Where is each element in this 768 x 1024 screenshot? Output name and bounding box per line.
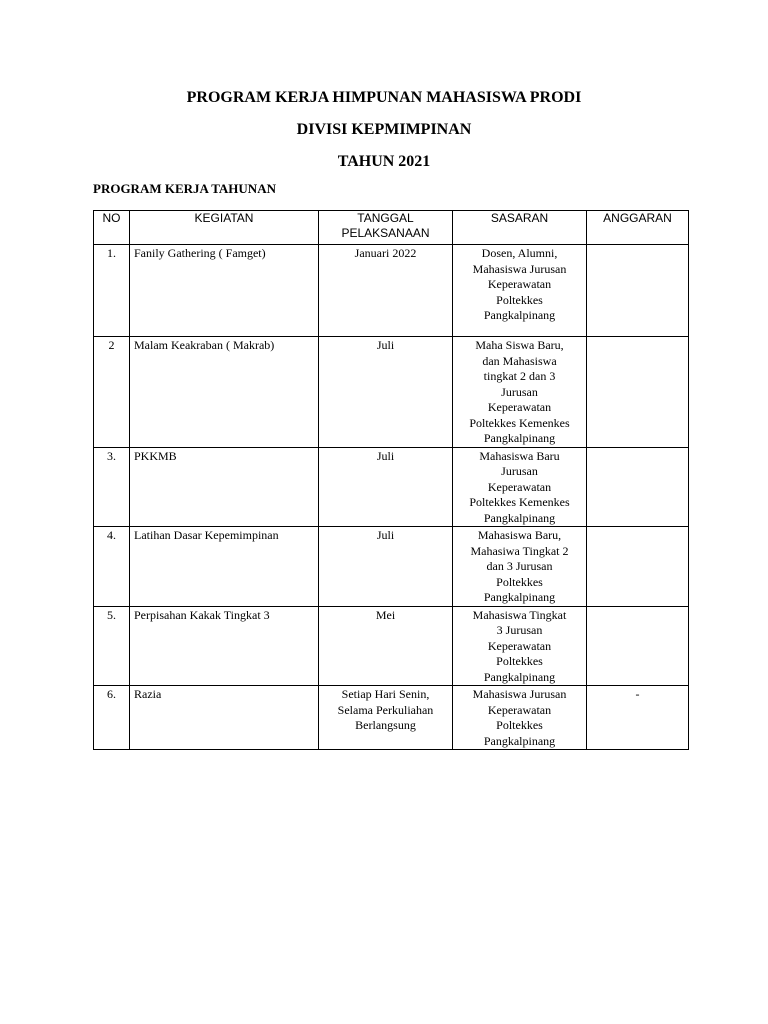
section-heading: PROGRAM KERJA TAHUNAN (93, 181, 276, 196)
cell-sasaran-line: Pangkalpinang (483, 590, 556, 604)
cell-anggaran (587, 447, 689, 527)
cell-kegiatan: Fanily Gathering ( Famget) (130, 245, 319, 337)
cell-anggaran (587, 337, 689, 448)
header-tanggal-line2: PELAKSANAAN (341, 226, 430, 240)
cell-sasaran-line: Keperawatan (487, 400, 552, 414)
cell-sasaran-line: dan 3 Jurusan (486, 559, 553, 573)
cell-sasaran-line: Pangkalpinang (483, 308, 556, 322)
cell-sasaran-line: Jurusan (501, 464, 538, 478)
cell-kegiatan: Latihan Dasar Kepemimpinan (130, 527, 319, 607)
cell-sasaran-line: Poltekkes (496, 574, 543, 589)
header-sasaran: SASARAN (453, 211, 587, 245)
table-body (94, 245, 689, 750)
cell-tanggal-line: Juli (376, 448, 395, 463)
cell-tanggal-line: Juli (376, 528, 395, 542)
cell-kegiatan: PKKMB (130, 447, 319, 527)
cell-sasaran-line: Keperawatan (487, 702, 552, 717)
cell-kegiatan: Perpisahan Kakak Tingkat 3 (130, 606, 319, 686)
header-tanggal-line1: TANGGAL (357, 211, 414, 225)
cell-tanggal (319, 245, 453, 337)
cell-sasaran-line: tingkat 2 dan 3 (483, 369, 556, 383)
header-anggaran: ANGGARAN (587, 211, 689, 245)
cell-sasaran (453, 245, 587, 337)
table-row (94, 527, 689, 607)
cell-sasaran-line: Poltekkes Kemenkes (469, 415, 570, 430)
table-row (94, 447, 689, 527)
cell-tanggal (319, 686, 453, 750)
cell-tanggal-line: Juli (376, 338, 395, 352)
document-year: TAHUN 2021 (337, 153, 431, 170)
cell-sasaran (453, 447, 587, 527)
cell-anggaran (587, 245, 689, 337)
cell-kegiatan: Malam Keakraban ( Makrab) (130, 337, 319, 448)
table-row (94, 606, 689, 686)
cell-sasaran-line: Mahasiswa Baru (479, 448, 560, 463)
cell-sasaran-line: dan Mahasiswa (482, 353, 557, 368)
cell-sasaran (453, 337, 587, 448)
cell-sasaran-line: Mahasiwa Tingkat 2 (470, 543, 569, 558)
cell-tanggal (319, 447, 453, 527)
cell-tanggal (319, 337, 453, 448)
header-no: NO (94, 211, 130, 245)
cell-tanggal-line: Berlangsung (355, 718, 416, 732)
cell-tanggal-line: Januari 2022 (354, 246, 417, 260)
cell-sasaran-line: Mahasiswa Baru, (477, 528, 562, 542)
table-row (94, 337, 689, 448)
cell-sasaran (453, 606, 587, 686)
cell-no: 1. (94, 245, 130, 337)
cell-sasaran-line: 3 Jurusan (496, 623, 543, 637)
cell-tanggal (319, 606, 453, 686)
cell-tanggal-line: Setiap Hari Senin, (341, 687, 430, 701)
cell-kegiatan: Razia (130, 686, 319, 750)
document-title: PROGRAM KERJA HIMPUNAN MAHASISWA PRODI (186, 89, 582, 106)
cell-sasaran (453, 686, 587, 750)
cell-no: 2 (94, 337, 130, 448)
cell-sasaran-line: Dosen, Alumni, (481, 246, 558, 260)
cell-sasaran-line: Mahasiswa Jurusan (472, 687, 567, 701)
cell-sasaran-line: Poltekkes (496, 654, 543, 668)
cell-anggaran (587, 606, 689, 686)
cell-sasaran-line: Pangkalpinang (483, 431, 556, 445)
cell-no: 6. (94, 686, 130, 750)
cell-sasaran-line: Mahasiswa Jurusan (472, 261, 567, 276)
table-row (94, 245, 689, 337)
cell-anggaran: - (587, 686, 689, 750)
cell-sasaran-line: Keperawatan (487, 638, 552, 653)
cell-no: 4. (94, 527, 130, 607)
cell-sasaran-line: Pangkalpinang (483, 510, 556, 525)
table-row (94, 686, 689, 750)
cell-tanggal-line: Mei (375, 607, 396, 622)
cell-anggaran (587, 527, 689, 607)
cell-sasaran-line: Maha Siswa Baru, (475, 338, 564, 352)
cell-sasaran-line: Jurusan (501, 384, 538, 399)
program-table (93, 210, 689, 750)
cell-sasaran-line: Poltekkes (496, 718, 543, 732)
cell-sasaran-line: Keperawatan (487, 277, 552, 291)
header-kegiatan: KEGIATAN (130, 211, 319, 245)
cell-sasaran-line: Keperawatan (487, 479, 552, 494)
cell-sasaran-line: Poltekkes Kemenkes (469, 495, 570, 509)
cell-no: 3. (94, 447, 130, 527)
cell-tanggal (319, 527, 453, 607)
cell-no: 5. (94, 606, 130, 686)
header-tanggal (319, 211, 453, 245)
cell-sasaran-line: Poltekkes (496, 292, 543, 307)
cell-tanggal-line: Selama Perkuliahan (337, 702, 434, 717)
cell-sasaran (453, 527, 587, 607)
cell-sasaran-line: Pangkalpinang (483, 669, 556, 684)
cell-sasaran-line: Mahasiswa Tingkat (472, 607, 567, 622)
cell-sasaran-line: Pangkalpinang (483, 733, 556, 748)
document-division: DIVISI KEPMIMPINAN (296, 121, 472, 138)
table-header-row (94, 211, 689, 245)
